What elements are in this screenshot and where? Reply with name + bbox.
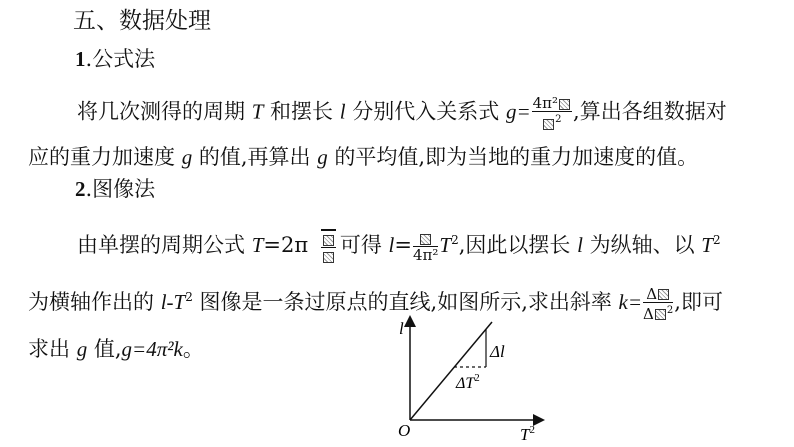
p1-g-eq: g=: [505, 99, 531, 124]
p3-text-a: 由单摆的周期公式: [77, 233, 252, 257]
p5-end: 。: [182, 337, 204, 361]
missing-glyph-icon: [559, 99, 570, 110]
p1-text-d: ,算出各组数据对: [573, 99, 727, 124]
p4-frac-den: Δ: [643, 304, 654, 323]
p3-sqrt-fraction: [321, 229, 336, 264]
missing-glyph-icon: [655, 309, 666, 320]
p2-var-g: g: [181, 145, 193, 169]
p5-text-b: 值,: [87, 337, 122, 361]
p3-fraction: [413, 230, 438, 263]
section-1-number: 1: [75, 47, 86, 71]
missing-glyph-icon: [658, 289, 669, 300]
p4-var-lT: l-T: [160, 290, 186, 314]
p4-text-a: 为横轴作出的: [28, 290, 161, 314]
delta-T-label: $\Delta T^2$: [456, 372, 480, 392]
section-2-number: 2: [75, 177, 86, 201]
p5-var-g: g: [76, 337, 88, 361]
p2-text-a: 应的重力加速度: [28, 145, 182, 169]
missing-glyph-icon: [323, 252, 334, 263]
paragraph-4: [28, 283, 723, 322]
p4-sup: 2: [185, 290, 193, 304]
p3-text-c: 可得: [339, 233, 389, 257]
section-1-title: [75, 45, 155, 73]
p3-sup: 2: [451, 233, 459, 247]
missing-glyph-icon: [323, 235, 334, 246]
p3-eq: =: [394, 233, 412, 257]
p1-fraction: $\frac{\text{4π²}}{^2}$: [532, 95, 572, 131]
section-2-title: [75, 175, 155, 203]
p2-text-b: 的值,再算出: [192, 145, 318, 169]
p3-var-T3: T: [701, 233, 713, 257]
y-axis-label: l: [399, 319, 404, 338]
origin-label: O: [398, 421, 411, 440]
heading-text: 五、数据处理: [73, 8, 211, 34]
p1-text-b: 和摆长: [263, 99, 340, 124]
p3-frac-den: 4π²: [412, 246, 439, 264]
paragraph-2: [28, 143, 698, 171]
p1-frac-num: 4π²: [532, 94, 559, 112]
p3-var-T: T: [251, 233, 264, 257]
p3-var-l2: l: [577, 233, 583, 257]
delta-l-label: Δl: [490, 342, 505, 361]
heading: [73, 7, 211, 35]
missing-glyph-icon: [543, 119, 554, 130]
p2-text-c: 的平均值,即为当地的重力加速度的值。: [327, 145, 699, 169]
p3-text-d: ,因此以摆长: [458, 233, 578, 257]
p4-k-eq: k=: [618, 290, 643, 314]
paragraph-1: [77, 95, 727, 131]
p1-var-T: T: [251, 99, 264, 124]
p1-text-c: 分别代入关系式: [345, 99, 506, 124]
p5-formula: g=4π²k: [121, 337, 183, 361]
p2-var-g2: g: [317, 145, 328, 169]
p4-text-c: ,即可: [674, 290, 723, 314]
p3-text-e: 为纵轴、以: [582, 233, 702, 257]
p4-fraction: [643, 286, 673, 322]
section-2-label: .图像法: [85, 177, 156, 201]
p1-var-l: l: [339, 99, 346, 124]
p4-text-b: 图像是一条过原点的直线,如图所示,求出斜率: [192, 290, 619, 314]
p1-text-a: 将几次测得的周期: [77, 99, 252, 124]
p5-text-a: 求出: [28, 337, 77, 361]
l-T2-graph: [392, 312, 572, 447]
missing-glyph-icon: [420, 234, 431, 245]
x-axis-label: $T^2$: [520, 424, 535, 444]
section-1-label: .公式法: [85, 47, 156, 71]
p3-text-b: =2π: [263, 233, 309, 257]
graph-line: [410, 322, 492, 420]
p4-frac-den-sup: 2: [666, 304, 674, 316]
p3-sup2: 2: [712, 233, 721, 247]
paragraph-3: [77, 226, 721, 264]
p3-var-T2: T: [439, 233, 452, 257]
p4-frac-num: Δ: [646, 284, 658, 303]
paragraph-5: [28, 335, 204, 363]
p3-var-l: l: [388, 233, 395, 257]
